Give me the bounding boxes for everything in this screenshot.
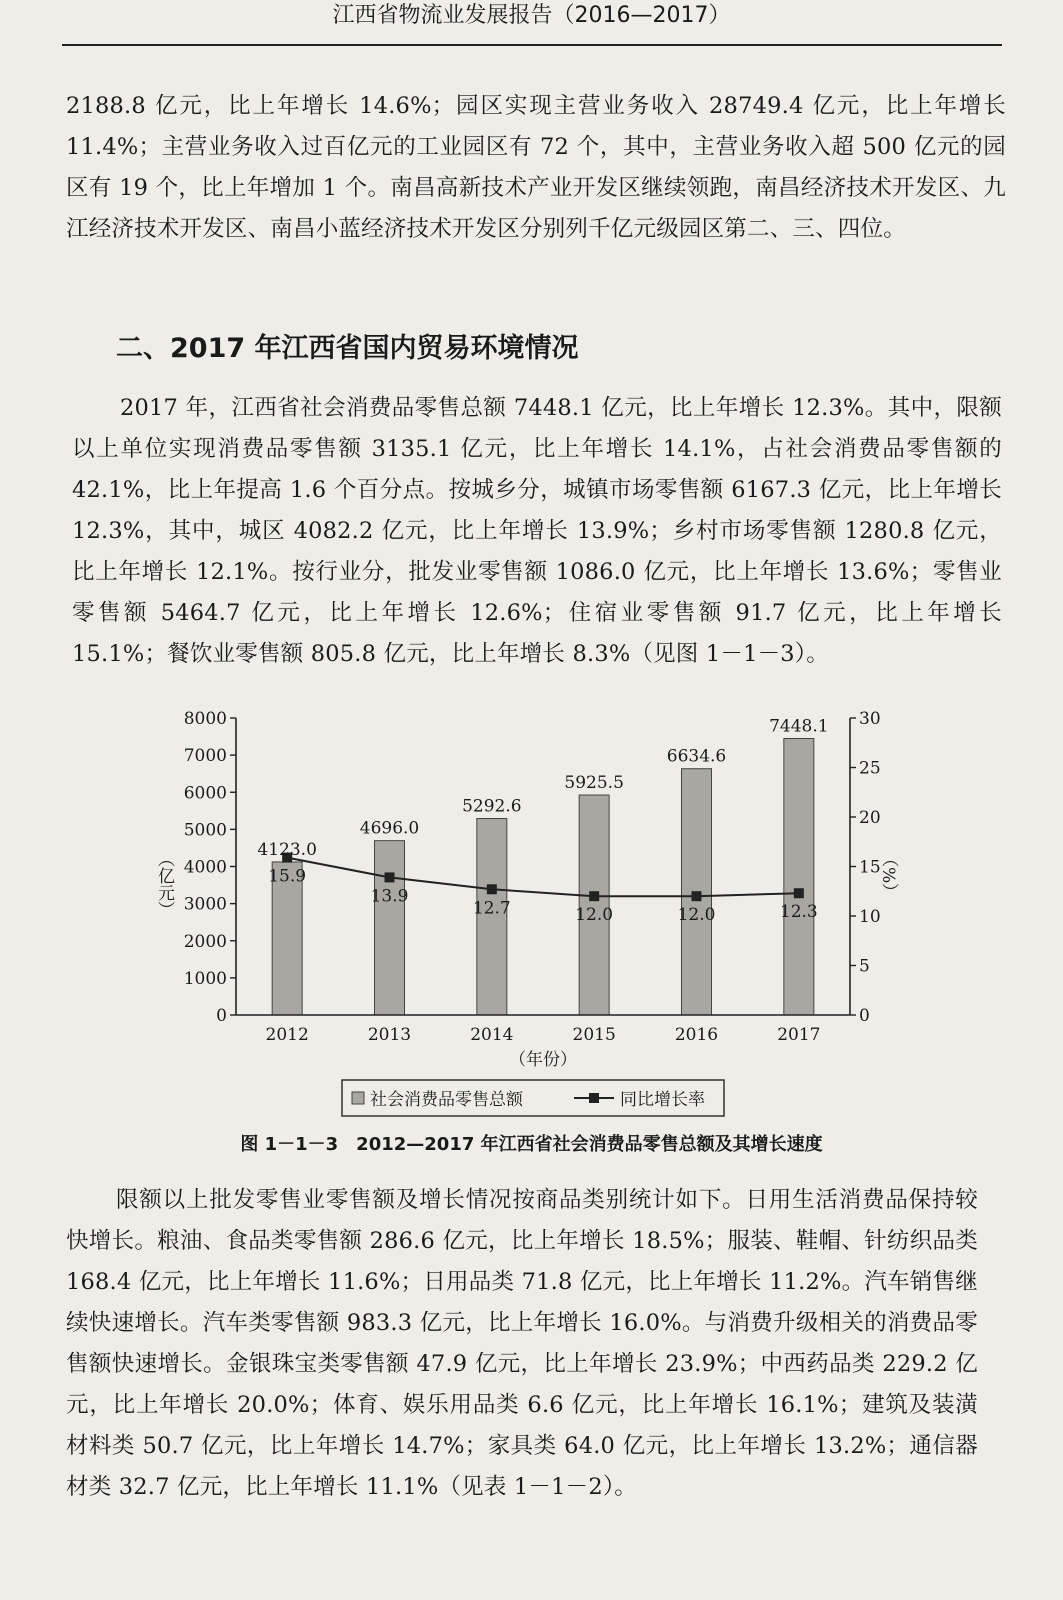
y-tick-label-right: 0 — [859, 1006, 870, 1026]
growth-rate-label: 13.9 — [370, 886, 409, 907]
legend-bar-swatch — [352, 1092, 364, 1104]
chart-svg — [150, 700, 910, 1130]
paragraph-retail-sales: 2017 年，江西省社会消费品零售总额 7448.1 亿元，比上年增长 12.3%。其中，限额以上单位实现消费品零售额 3135.1 亿元，比上年增长 14.1%，占社会消费品零售额的 42.1%，比上年提高 1.6 个百分点。按城乡分，城镇市场零售额 6167.3 亿元，比上年增长 12.3%，其中，城区 4082.2 亿元，比上年增长 13.9%；乡村市场零售额 1280.8 亿元，比上年增长 12.1%。按行业分，批发业零售额 1086.0 亿元，比上年增长 13.6%；零售业零售额 5464.7 亿元，比上年增长 12.6%；住宿业零售额 91.7 亿元，比上年增长 15.1%；餐饮业零售额 805.8 亿元，比上年增长 8.3%（见图 1－1－3）。 — [72, 395, 1002, 667]
figure-caption: 图 1－1－3 2012—2017 年江西省社会消费品零售总额及其增长速度 — [240, 1134, 823, 1155]
y-tick-label-left: 3000 — [183, 894, 227, 915]
header-rule — [62, 44, 1002, 46]
section-heading: 二、2017 年江西省国内贸易环境情况 — [116, 333, 579, 364]
bar-value-label: 4696.0 — [359, 818, 420, 839]
y-tick-label-left: 6000 — [183, 783, 227, 804]
growth-rate-label: 12.0 — [677, 905, 716, 926]
paragraph-industrial-parks: 2188.8 亿元，比上年增长 14.6%；园区实现主营业务收入 28749.4 亿元，比上年增长 11.4%；主营业务收入过百亿元的工业园区有 72 个，其中，主营业务收入超 500 亿元的园区有 19 个，比上年增加 1 个。南昌高新技术产业开发区继续领跑，南昌经济技术开发区、九江经济技术开发区、南昌小蓝经济技术开发区分别列千亿元级园区第二、三、四位。 — [66, 93, 1006, 242]
y-tick-label-left: 7000 — [183, 746, 227, 767]
y-tick-label-left: 4000 — [183, 857, 227, 878]
growth-rate-label: 12.0 — [575, 905, 614, 926]
x-tick-label: 2017 — [777, 1025, 821, 1045]
y-tick-label-left: 2000 — [183, 931, 227, 952]
y-tick-label-left: 0 — [216, 1006, 227, 1026]
paragraph-commodity-categories: 限额以上批发零售业零售额及增长情况按商品类别统计如下。日用生活消费品保持较快增长。粮油、食品类零售额 286.6 亿元，比上年增长 18.5%；服装、鞋帽、针纺织品类 168.4 亿元，比上年增长 11.6%；日用品类 71.8 亿元，比上年增长 11.2%。汽车销售继续快速增长。汽车类零售额 983.3 亿元，比上年增长 16.0%。与消费升级相关的消费品零售额快速增长。金银珠宝类零售额 47.9 亿元，比上年增长 23.9%；中西药品类 229.2 亿元，比上年增长 20.0%；体育、娱乐用品类 6.6 亿元，比上年增长 16.1%；建筑及装潢材料类 50.7 亿元，比上年增长 14.7%；家具类 64.0 亿元，比上年增长 13.2%；通信器材类 32.7 亿元，比上年增长 11.1%（见表 1－1－2）。 — [66, 1187, 978, 1500]
bar-2017 — [784, 738, 814, 1015]
x-tick-label: 2014 — [470, 1025, 514, 1045]
growth-rate-line — [287, 858, 799, 897]
growth-rate-point — [385, 872, 395, 882]
bar-value-label: 6634.6 — [666, 746, 727, 767]
legend-bar-label: 社会消费品零售总额 — [370, 1090, 523, 1110]
growth-rate-label: 12.7 — [472, 898, 511, 919]
y-axis-left-label: （亿元） — [154, 850, 174, 918]
growth-rate-point — [794, 888, 804, 898]
chart-legend — [342, 1080, 724, 1116]
y-tick-label-right: 20 — [859, 808, 881, 828]
y-tick-label-right: 30 — [859, 709, 881, 729]
bar-value-label: 7448.1 — [769, 716, 829, 737]
x-tick-label: 2013 — [367, 1025, 412, 1045]
y-axis-right-label: （%） — [878, 850, 898, 901]
legend-line-label: 同比增长率 — [620, 1090, 705, 1110]
growth-rate-point — [692, 891, 702, 901]
bar-value-label: 5925.5 — [564, 773, 624, 794]
y-tick-label-left: 8000 — [183, 709, 227, 729]
bar-value-label: 5292.6 — [462, 796, 522, 817]
x-tick-label: 2015 — [572, 1025, 616, 1045]
x-tick-label: 2016 — [674, 1025, 719, 1045]
y-tick-label-right: 25 — [859, 758, 881, 779]
bar-2013 — [375, 841, 405, 1015]
growth-rate-label: 12.3 — [779, 902, 818, 923]
growth-rate-point — [589, 891, 599, 901]
y-tick-label-left: 1000 — [183, 968, 227, 989]
x-axis-label: （年份） — [509, 1050, 577, 1070]
growth-rate-point — [487, 884, 497, 894]
y-tick-label-right: 5 — [859, 956, 870, 977]
y-tick-label-right: 10 — [859, 907, 881, 927]
running-header: 江西省物流业发展报告（2016—2017） — [332, 3, 731, 28]
x-tick-label: 2012 — [265, 1025, 309, 1045]
legend-line-marker — [589, 1093, 599, 1103]
bar-value-label: 4123.0 — [257, 839, 317, 860]
y-tick-label-right: 15 — [859, 857, 881, 878]
growth-rate-label: 15.9 — [268, 866, 307, 887]
retail-sales-chart — [150, 700, 910, 1130]
y-tick-label-left: 5000 — [183, 820, 227, 841]
